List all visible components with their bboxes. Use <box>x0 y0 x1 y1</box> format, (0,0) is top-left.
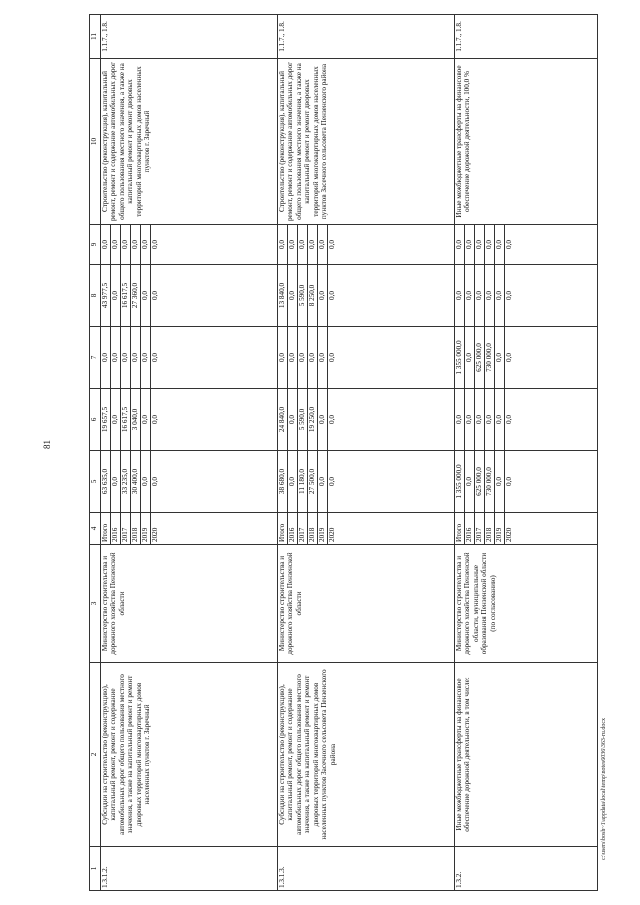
total-funding-cell: 625 000,0 <box>475 451 485 513</box>
indicator-cell: Строительство (реконструкция), капитальный ремонт, ремонт и содержание автомобильных дорог общего пользования местного значения, а также на капитальный ремонт и ремонт дворовых территорий многоквартирных домов населенных пунктов г. Заречный <box>101 59 278 225</box>
federal-budget-cell: 0,0 <box>151 327 278 389</box>
year-cell: 2016 <box>288 513 298 545</box>
local-budget-cell: 0,0 <box>495 265 505 327</box>
file-path-footer: c:\users\bosh~1\appdata\local\temp\notes6036\363-ru.docx <box>601 717 607 860</box>
regional-budget-cell: 5 590,0 <box>298 389 308 451</box>
other-sources-cell: 0,0 <box>495 225 505 265</box>
other-sources-cell: 0,0 <box>151 225 278 265</box>
regional-budget-cell: 3 040,0 <box>131 389 141 451</box>
reference-cell: 1.1.7., 1.8. <box>101 15 278 59</box>
total-funding-cell: 0,0 <box>151 451 278 513</box>
other-sources-cell: 0,0 <box>101 225 111 265</box>
total-funding-cell: 30 400,0 <box>131 451 141 513</box>
year-cell: 2018 <box>131 513 141 545</box>
header-cell: 11 <box>90 15 101 59</box>
federal-budget-cell: 0,0 <box>318 327 328 389</box>
header-cell: 5 <box>90 451 101 513</box>
program-table <box>89 14 598 891</box>
total-funding-cell: 0,0 <box>495 451 505 513</box>
federal-budget-cell: 0,0 <box>328 327 455 389</box>
regional-budget-cell: 0,0 <box>111 389 121 451</box>
federal-budget-cell: 0,0 <box>288 327 298 389</box>
header-cell: 2 <box>90 663 101 847</box>
local-budget-cell: 27 360,0 <box>131 265 141 327</box>
total-funding-cell: 0,0 <box>505 451 598 513</box>
local-budget-cell: 0,0 <box>141 265 151 327</box>
indicator-cell: Иные межбюджетные трансферты на финансовое обеспечение дорожной деятельности, 100,0 % <box>455 59 598 225</box>
total-funding-cell: 38 680,0 <box>278 451 288 513</box>
federal-budget-cell: 1 355 000,0 <box>455 327 465 389</box>
total-funding-cell: 27 500,0 <box>308 451 318 513</box>
header-cell: 4 <box>90 513 101 545</box>
year-cell: 2019 <box>495 513 505 545</box>
item-name-cell: Иные межбюджетные трансферты на финансовое обеспечение дорожной деятельности, в том числе: <box>455 663 598 847</box>
item-code-cell: 1.3.1.3. <box>278 847 455 891</box>
table-row <box>455 15 465 891</box>
total-funding-cell: 33 235,0 <box>121 451 131 513</box>
year-cell: 2020 <box>505 513 598 545</box>
total-funding-cell: 0,0 <box>328 451 455 513</box>
other-sources-cell: 0,0 <box>131 225 141 265</box>
local-budget-cell: 0,0 <box>111 265 121 327</box>
federal-budget-cell: 0,0 <box>278 327 288 389</box>
executor-cell: Министерство строительства и дорожного хозяйства Пензенской области <box>278 545 455 663</box>
other-sources-cell: 0,0 <box>288 225 298 265</box>
year-cell: 2019 <box>141 513 151 545</box>
federal-budget-cell: 0,0 <box>141 327 151 389</box>
year-cell: Итого <box>455 513 465 545</box>
total-funding-cell: 0,0 <box>288 451 298 513</box>
other-sources-cell: 0,0 <box>308 225 318 265</box>
other-sources-cell: 0,0 <box>475 225 485 265</box>
regional-budget-cell: 0,0 <box>485 389 495 451</box>
local-budget-cell: 0,0 <box>475 265 485 327</box>
item-code-cell: 1.3.2. <box>455 847 598 891</box>
header-cell: 9 <box>90 225 101 265</box>
local-budget-cell: 0,0 <box>505 265 598 327</box>
total-funding-cell: 1 355 000,0 <box>455 451 465 513</box>
regional-budget-cell: 0,0 <box>475 389 485 451</box>
other-sources-cell: 0,0 <box>328 225 455 265</box>
total-funding-cell: 11 180,0 <box>298 451 308 513</box>
header-cell: 7 <box>90 327 101 389</box>
local-budget-cell: 43 977,5 <box>101 265 111 327</box>
regional-budget-cell: 19 657,5 <box>101 389 111 451</box>
local-budget-cell: 16 617,5 <box>121 265 131 327</box>
regional-budget-cell: 0,0 <box>151 389 278 451</box>
year-cell: 2017 <box>475 513 485 545</box>
local-budget-cell: 0,0 <box>288 265 298 327</box>
executor-cell: Министерство строительства и дорожного хозяйства Пензенской области, муниципальные образования Пензенской области (по согласованию) <box>455 545 598 663</box>
other-sources-cell: 0,0 <box>318 225 328 265</box>
item-name-cell: Субсидии на строительство (реконструкцию), капитальный ремонт, ремонт и содержание автомобильных дорог общего пользования местного значения, а также на капитальный ремонт и ремонт дворовых территорий многоквартирных домов населенных пунктов г. Заречный <box>101 663 278 847</box>
federal-budget-cell: 0,0 <box>505 327 598 389</box>
federal-budget-cell: 0,0 <box>298 327 308 389</box>
local-budget-cell: 0,0 <box>465 265 475 327</box>
federal-budget-cell: 0,0 <box>308 327 318 389</box>
table-body <box>101 15 598 891</box>
local-budget-cell: 0,0 <box>328 265 455 327</box>
year-cell: 2020 <box>151 513 278 545</box>
year-cell: 2018 <box>485 513 495 545</box>
regional-budget-cell: 0,0 <box>495 389 505 451</box>
regional-budget-cell: 0,0 <box>328 389 455 451</box>
local-budget-cell: 13 840,0 <box>278 265 288 327</box>
year-cell: Итого <box>278 513 288 545</box>
year-cell: 2019 <box>318 513 328 545</box>
federal-budget-cell: 0,0 <box>121 327 131 389</box>
header-cell: 3 <box>90 545 101 663</box>
regional-budget-cell: 24 840,0 <box>278 389 288 451</box>
federal-budget-cell: 0,0 <box>465 327 475 389</box>
year-cell: 2017 <box>121 513 131 545</box>
local-budget-cell: 0,0 <box>318 265 328 327</box>
year-cell: 2018 <box>308 513 318 545</box>
regional-budget-cell: 0,0 <box>288 389 298 451</box>
page-number: 81 <box>42 440 52 449</box>
item-code-cell: 1.3.1.2. <box>101 847 278 891</box>
other-sources-cell: 0,0 <box>278 225 288 265</box>
local-budget-cell: 5 590,0 <box>298 265 308 327</box>
other-sources-cell: 0,0 <box>485 225 495 265</box>
total-funding-cell: 0,0 <box>465 451 475 513</box>
regional-budget-cell: 16 617,5 <box>121 389 131 451</box>
indicator-cell: Строительство (реконструкция), капитальный ремонт, ремонт и содержание автомобильных дорог общего пользования местного значения, а также на капитальный ремонт и ремонт дворовых территорий многоквартирных домов населенных пунктов Засечного сельсовета Пензенского района <box>278 59 455 225</box>
rotated-table-page <box>89 15 586 891</box>
federal-budget-cell: 730 000,0 <box>485 327 495 389</box>
reference-cell: 1.1.7., 1.8. <box>455 15 598 59</box>
local-budget-cell: 0,0 <box>455 265 465 327</box>
total-funding-cell: 0,0 <box>318 451 328 513</box>
other-sources-cell: 0,0 <box>121 225 131 265</box>
other-sources-cell: 0,0 <box>141 225 151 265</box>
table-row <box>101 15 111 891</box>
total-funding-cell: 0,0 <box>141 451 151 513</box>
year-cell: Итого <box>101 513 111 545</box>
federal-budget-cell: 0,0 <box>101 327 111 389</box>
other-sources-cell: 0,0 <box>505 225 598 265</box>
header-row <box>90 15 101 891</box>
item-name-cell: Субсидии на строительство (реконструкцию), капитальный ремонт, ремонт и содержание автомобильных дорог общего пользования местного значения, а также на капитальный ремонт и ремонт дворовых территорий многоквартирных домов населенных пунктов Засечного сельсовета Пензенского района <box>278 663 455 847</box>
year-cell: 2016 <box>465 513 475 545</box>
federal-budget-cell: 0,0 <box>495 327 505 389</box>
local-budget-cell: 8 250,0 <box>308 265 318 327</box>
header-cell: 10 <box>90 59 101 225</box>
other-sources-cell: 0,0 <box>455 225 465 265</box>
header-cell: 8 <box>90 265 101 327</box>
executor-cell: Министерство строительства и дорожного хозяйства Пензенской области <box>101 545 278 663</box>
total-funding-cell: 63 635,0 <box>101 451 111 513</box>
federal-budget-cell: 0,0 <box>131 327 141 389</box>
year-cell: 2017 <box>298 513 308 545</box>
regional-budget-cell: 0,0 <box>141 389 151 451</box>
header-cell: 6 <box>90 389 101 451</box>
federal-budget-cell: 0,0 <box>111 327 121 389</box>
total-funding-cell: 0,0 <box>111 451 121 513</box>
regional-budget-cell: 0,0 <box>465 389 475 451</box>
table-row <box>278 15 288 891</box>
year-cell: 2020 <box>328 513 455 545</box>
local-budget-cell: 0,0 <box>151 265 278 327</box>
total-funding-cell: 730 000,0 <box>485 451 495 513</box>
regional-budget-cell: 0,0 <box>318 389 328 451</box>
regional-budget-cell: 0,0 <box>455 389 465 451</box>
header-cell: 1 <box>90 847 101 891</box>
other-sources-cell: 0,0 <box>465 225 475 265</box>
reference-cell: 1.1.7., 1.8. <box>278 15 455 59</box>
local-budget-cell: 0,0 <box>485 265 495 327</box>
federal-budget-cell: 625 000,0 <box>475 327 485 389</box>
regional-budget-cell: 19 250,0 <box>308 389 318 451</box>
regional-budget-cell: 0,0 <box>505 389 598 451</box>
year-cell: 2016 <box>111 513 121 545</box>
other-sources-cell: 0,0 <box>111 225 121 265</box>
other-sources-cell: 0,0 <box>298 225 308 265</box>
